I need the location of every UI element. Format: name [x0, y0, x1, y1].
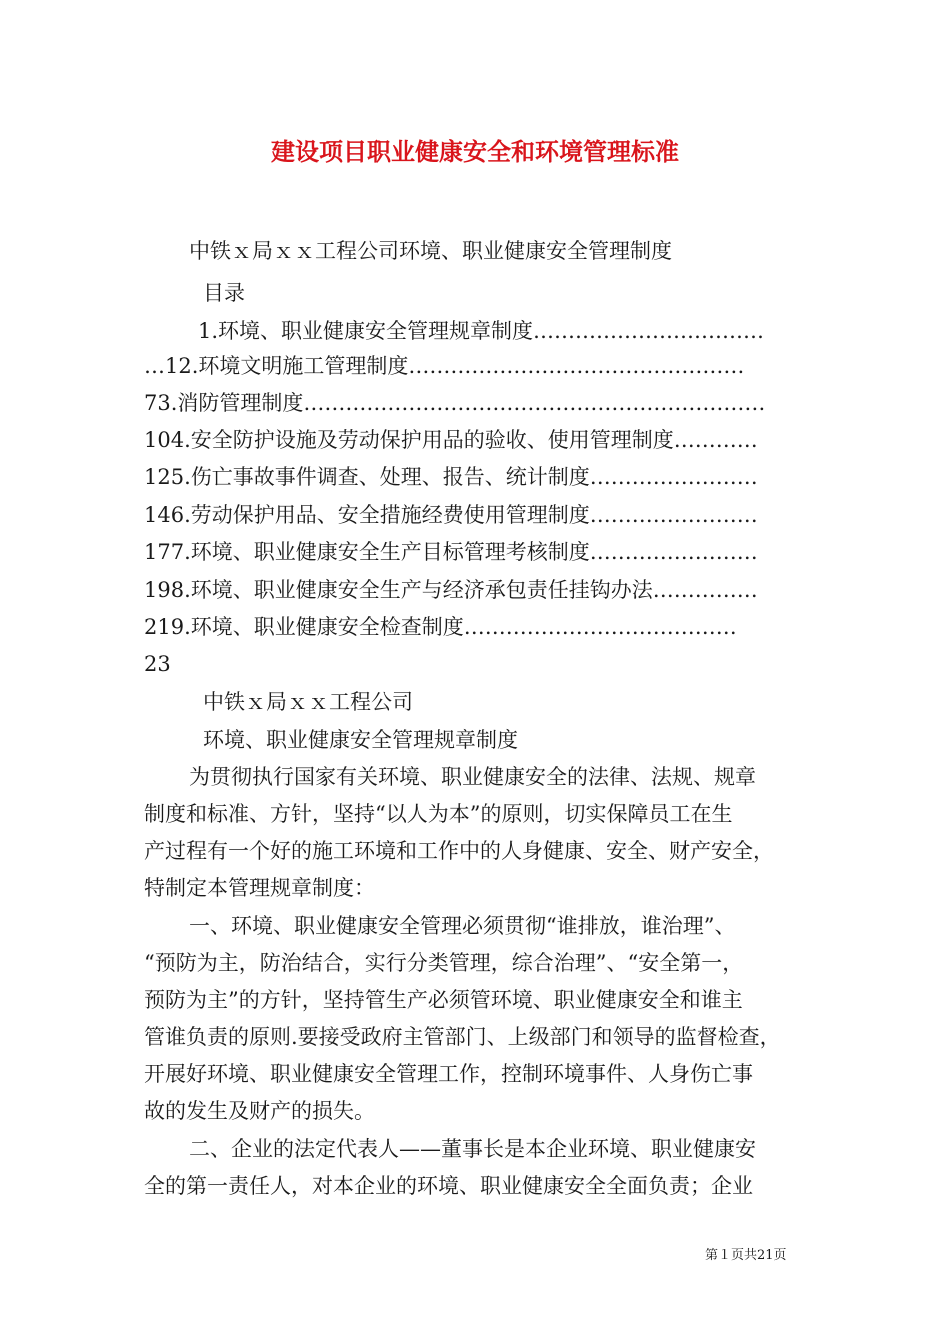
- toc-entry: 219.环境、职业健康安全检查制度…………………………………: [144, 615, 737, 639]
- toc-entry: 146.劳动保护用品、安全措施经费使用管理制度……………………: [144, 503, 758, 527]
- paragraph-line: 特制定本管理规章制度：: [144, 876, 375, 900]
- toc-entry: 73.消防管理制度…………………………………………………………: [144, 391, 766, 415]
- paragraph-line: 管谁负责的原则.要接受政府主管部门、上级部门和领导的监督检查，: [144, 1025, 781, 1049]
- paragraph-line: 开展好环境、职业健康安全管理工作，控制环境事件、人身伤亡事: [144, 1062, 753, 1086]
- paragraph-line: 制度和标准、方针，坚持“以人为本”的原则，切实保障员工在生: [144, 802, 733, 826]
- toc-entry: 177.环境、职业健康安全生产目标管理考核制度……………………: [144, 540, 758, 564]
- section-title: 环境、职业健康安全管理规章制度: [203, 728, 518, 752]
- paragraph-line: 一、环境、职业健康安全管理必须贯彻“谁排放，谁治理”、: [189, 914, 736, 938]
- toc-entry: 125.伤亡事故事件调查、处理、报告、统计制度……………………: [144, 465, 758, 489]
- section-company: 中铁ｘ局ｘｘ工程公司: [203, 690, 413, 714]
- paragraph-line: 预防为主”的方针，坚持管生产必须管环境、职业健康安全和谁主: [144, 988, 743, 1012]
- page-footer: 第１页共21页: [705, 1248, 787, 1263]
- toc-entry: 198.环境、职业健康安全生产与经济承包责任挂钩办法……………: [144, 578, 758, 602]
- paragraph-line: 为贯彻执行国家有关环境、职业健康安全的法律、法规、规章: [189, 765, 756, 789]
- company-heading: 中铁ｘ局ｘｘ工程公司环境、职业健康安全管理制度: [189, 239, 672, 263]
- paragraph-line: “预防为主，防治结合，实行分类管理，综合治理”、“安全第一，: [144, 951, 744, 975]
- toc-entry: …12.环境文明施工管理制度…………………………………………: [144, 354, 745, 378]
- toc-entry: 1.环境、职业健康安全管理规章制度……………………………: [198, 319, 765, 343]
- toc-entry: 104.安全防护设施及劳动保护用品的验收、使用管理制度…………: [144, 428, 758, 452]
- paragraph-line: 产过程有一个好的施工环境和工作中的人身健康、安全、财产安全，: [144, 839, 774, 863]
- paragraph-line: 故的发生及财产的损失。: [144, 1099, 375, 1123]
- document-title: 建设项目职业健康安全和环境管理标准: [271, 137, 679, 166]
- toc-heading: 目录: [203, 281, 245, 305]
- paragraph-line: 全的第一责任人，对本企业的环境、职业健康安全全面负责；企业: [144, 1174, 753, 1198]
- paragraph-line: 二、企业的法定代表人——董事长是本企业环境、职业健康安: [189, 1137, 756, 1161]
- toc-page-number: 23: [144, 652, 171, 676]
